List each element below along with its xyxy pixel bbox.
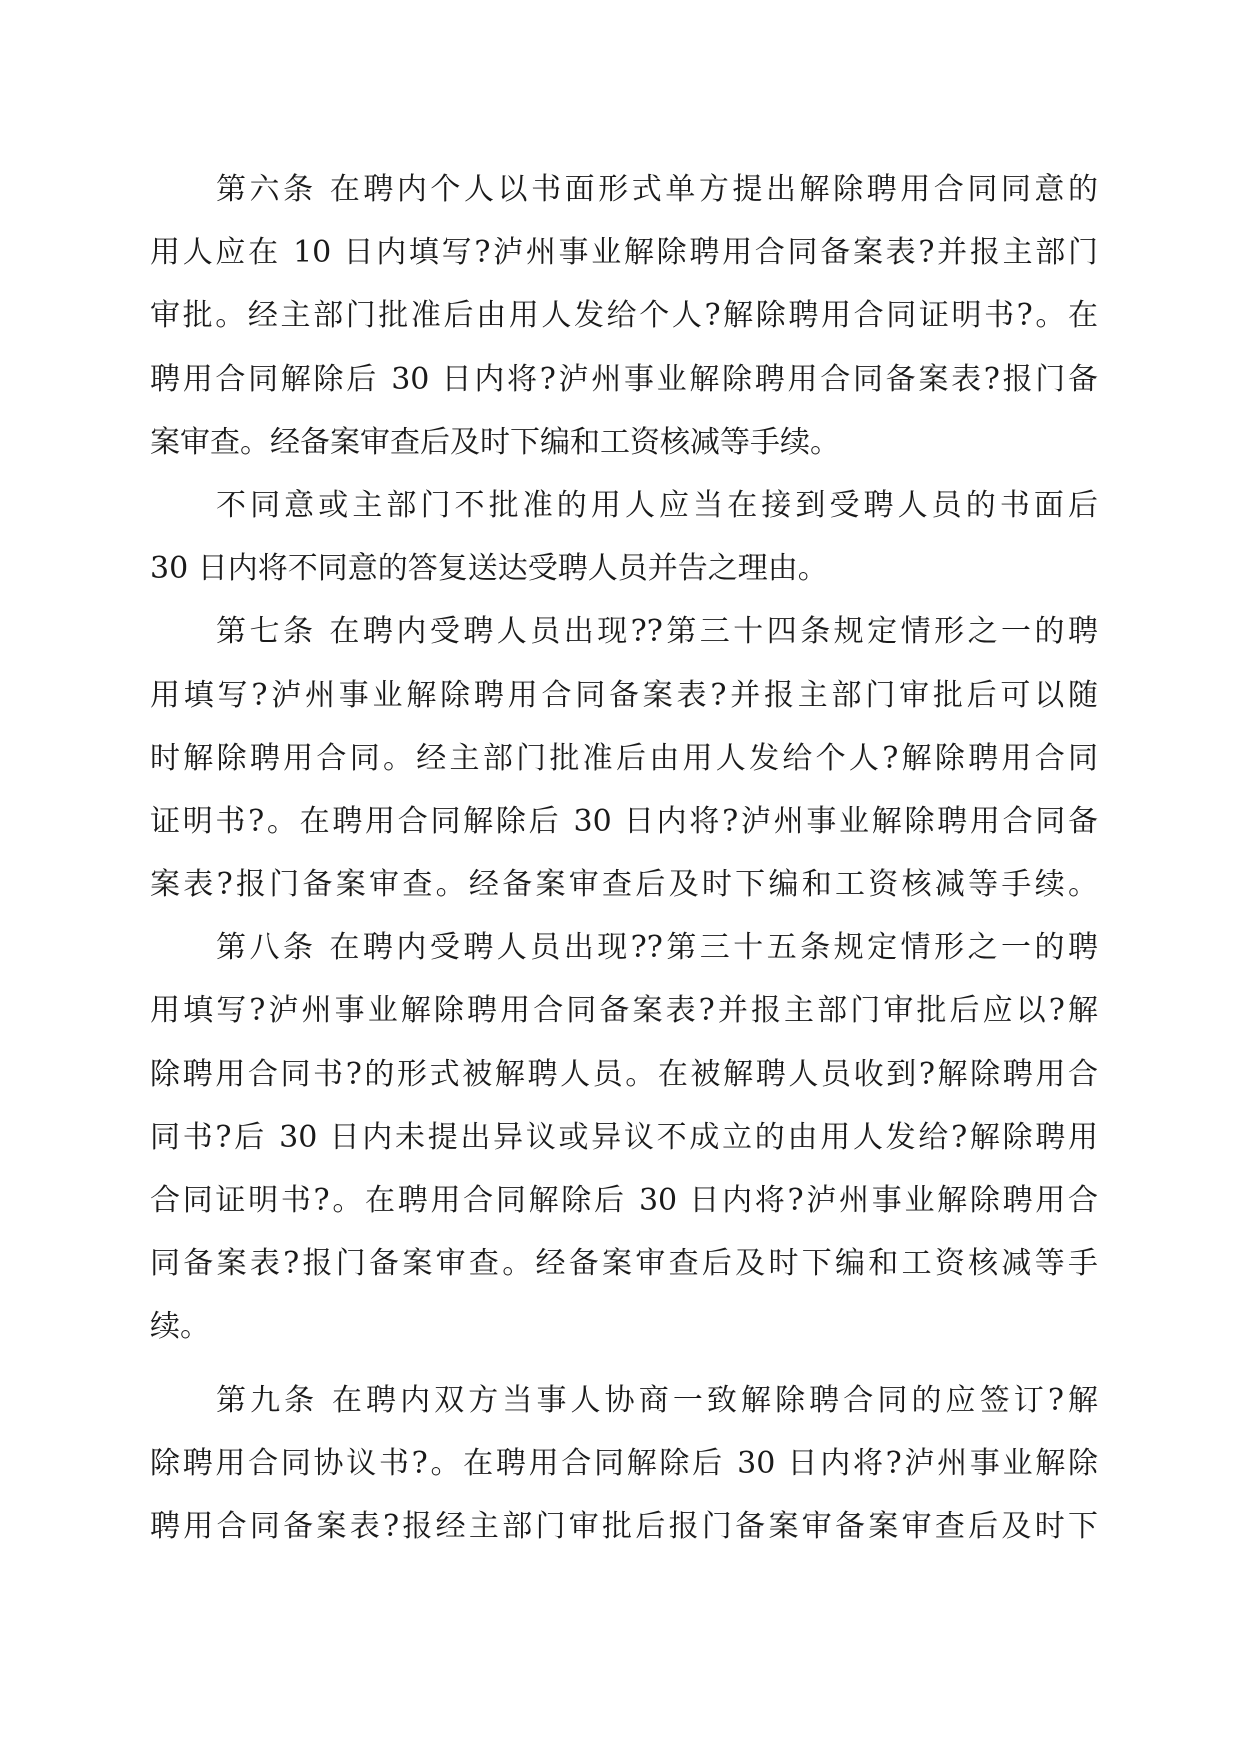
text-line: 30 日内将不同意的答复送达受聘人员并告之理由。 — [150, 551, 828, 587]
text-line: 第九条 在聘内双方当事人协商一致解除聘合同的应签订?解 — [216, 1382, 1098, 1418]
text-line: 用填写?泸州事业解除聘用合同备案表?并报主部门审批后可以随 — [150, 677, 1098, 713]
paragraph-article-6-continued — [150, 474, 1098, 600]
text-line: 案表?报门备案审查。经备案审查后及时下编和工资核减等手续。 — [150, 867, 1098, 903]
paragraph-article-9 — [150, 1369, 1098, 1559]
paragraph-article-6 — [150, 158, 1098, 474]
paragraph-article-8 — [150, 916, 1098, 1358]
text-line: 第八条 在聘内受聘人员出现??第三十五条规定情形之一的聘 — [216, 930, 1098, 966]
document-body — [150, 158, 1098, 1558]
text-line: 第七条 在聘内受聘人员出现??第三十四条规定情形之一的聘 — [216, 614, 1098, 650]
text-line: 聘用合同解除后 30 日内将?泸州事业解除聘用合同备案表?报门备 — [150, 361, 1098, 397]
text-line: 证明书?。在聘用合同解除后 30 日内将?泸州事业解除聘用合同备 — [150, 803, 1098, 839]
text-line: 同书?后 30 日内未提出异议或异议不成立的由用人发给?解除聘用 — [150, 1119, 1098, 1155]
text-line: 案审查。经备案审查后及时下编和工资核减等手续。 — [150, 424, 840, 460]
text-line: 续。 — [150, 1309, 210, 1345]
text-line: 除聘用合同书?的形式被解聘人员。在被解聘人员收到?解除聘用合 — [150, 1056, 1098, 1092]
text-line: 用人应在 10 日内填写?泸州事业解除聘用合同备案表?并报主部门 — [150, 235, 1098, 271]
text-line: 第六条 在聘内个人以书面形式单方提出解除聘用合同同意的 — [216, 172, 1098, 207]
text-line: 不同意或主部门不批准的用人应当在接到受聘人员的书面后 — [216, 487, 1098, 523]
text-line: 聘用合同备案表?报经主部门审批后报门备案审备案审查后及时下 — [150, 1508, 1098, 1544]
text-line: 同备案表?报门备案审查。经备案审查后及时下编和工资核减等手 — [150, 1246, 1098, 1282]
paragraph-article-7 — [150, 600, 1098, 916]
text-line: 审批。经主部门批准后由用人发给个人?解除聘用合同证明书?。在 — [150, 298, 1098, 334]
text-line: 时解除聘用合同。经主部门批准后由用人发给个人?解除聘用合同 — [150, 740, 1098, 776]
text-line: 合同证明书?。在聘用合同解除后 30 日内将?泸州事业解除聘用合 — [150, 1183, 1098, 1218]
text-line: 除聘用合同协议书?。在聘用合同解除后 30 日内将?泸州事业解除 — [150, 1445, 1098, 1481]
text-line: 用填写?泸州事业解除聘用合同备案表?并报主部门审批后应以?解 — [150, 993, 1098, 1029]
paragraph-gap — [150, 1359, 1098, 1369]
